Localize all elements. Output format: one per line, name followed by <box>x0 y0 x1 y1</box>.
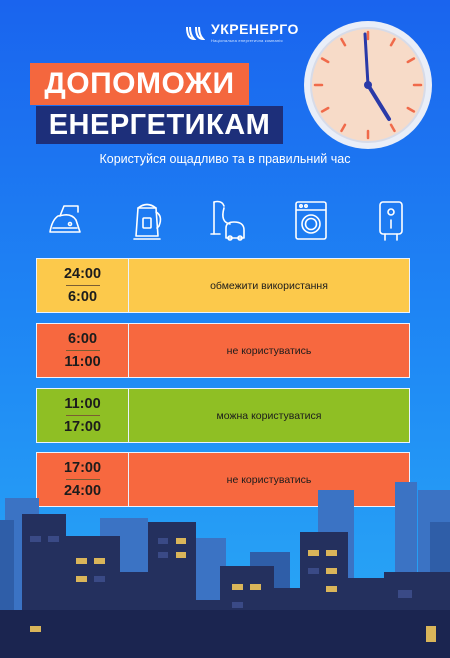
time-to: 17:00 <box>63 419 102 435</box>
time-to: 11:00 <box>64 354 101 370</box>
brand-name: УКРЕНЕРГО <box>211 21 299 37</box>
time-from: 6:00 <box>67 331 98 347</box>
schedule-row <box>36 388 410 443</box>
usage-advice: не користуватись <box>226 344 312 357</box>
time-range <box>37 389 129 442</box>
clock-icon <box>301 18 435 152</box>
water-heater-icon <box>371 198 411 242</box>
schedule-row <box>36 258 410 313</box>
title-line-1: ДОПОМОЖИ <box>30 63 249 105</box>
time-divider <box>66 285 100 286</box>
appliance-icons-row <box>0 198 450 244</box>
usage-advice: не користуватись <box>226 473 312 486</box>
time-range <box>37 259 129 312</box>
vacuum-cleaner-icon <box>208 198 248 242</box>
usage-advice: можна користуватися <box>216 409 322 422</box>
city-skyline <box>0 480 450 658</box>
washing-machine-icon <box>291 198 331 242</box>
time-from: 11:00 <box>64 396 101 412</box>
subtitle: Користуйся ощадливо та в правильний час <box>99 152 351 166</box>
title-line-2: ЕНЕРГЕТИКАМ <box>36 106 283 144</box>
time-divider <box>66 350 100 351</box>
kettle-icon <box>127 198 167 242</box>
iron-icon <box>46 198 86 242</box>
brand-logo <box>185 22 299 43</box>
ukrenergo-logo-icon <box>185 24 205 42</box>
time-from: 17:00 <box>63 460 102 476</box>
usage-advice: обмежити використання <box>210 279 328 292</box>
time-from: 24:00 <box>63 266 102 282</box>
time-divider <box>66 415 100 416</box>
time-range <box>37 324 129 377</box>
schedule-row <box>36 323 410 378</box>
brand-tagline: Національна енергетична компанія <box>211 38 283 43</box>
time-to: 24:00 <box>63 483 102 499</box>
time-to: 6:00 <box>67 289 98 305</box>
